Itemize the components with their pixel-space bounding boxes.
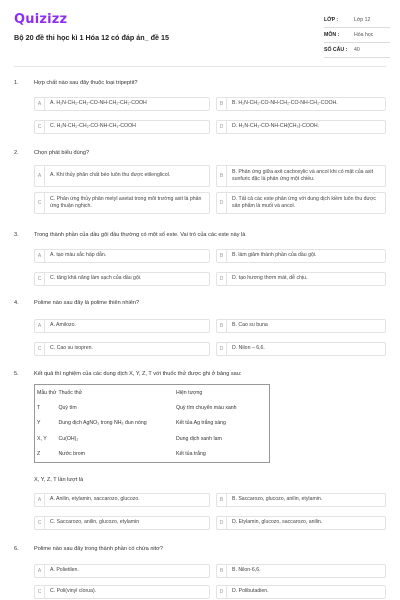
option-text: B. Saccarozo, glucozo, anilin, etylamin. bbox=[232, 496, 323, 503]
option-text: B. H₂N-CH₂-CO-NH-CH₂-CO-NH-CH₂-COOH. bbox=[232, 100, 338, 107]
meta-row-count bbox=[324, 43, 390, 58]
question-6 bbox=[14, 546, 386, 600]
option-letter: C bbox=[35, 586, 45, 598]
option-text: A. Polietilen. bbox=[50, 567, 79, 574]
option-b[interactable] bbox=[216, 319, 386, 333]
question-text: Polime nào sau đây là polime thiên nhiên? bbox=[34, 300, 140, 306]
option-letter: A bbox=[35, 320, 45, 332]
option-letter: B bbox=[217, 98, 227, 110]
meta-label: MÔN : bbox=[324, 32, 340, 38]
table-row bbox=[35, 431, 270, 447]
meta-info bbox=[324, 13, 390, 58]
quizizz-logo: Quizizz bbox=[14, 12, 68, 27]
option-text: D. H₂N-CH₂-CO-NH-CH(CH₃)-COOH. bbox=[232, 123, 320, 130]
option-text: C. Phản ứng thủy phân metyl axetat trong môi trường axit là phản ứng thuận nghịch. bbox=[50, 195, 202, 209]
question-text: Hợp chất nào sau đây thuộc loại tripeptit? bbox=[34, 80, 138, 86]
option-text: A. H₂N-CH₂-CH₂-CO-NH-CH₂-CH₂-COOH bbox=[50, 100, 147, 107]
option-text: A. Anilin, etylamin, saccarozo, glucozo. bbox=[50, 496, 140, 503]
option-letter: C bbox=[35, 343, 45, 355]
option-d[interactable] bbox=[216, 516, 386, 530]
table-header-cell: Hiện tượng bbox=[176, 389, 203, 396]
option-letter: C bbox=[35, 193, 45, 213]
option-a[interactable] bbox=[34, 249, 210, 263]
option-letter: D bbox=[217, 343, 227, 355]
question-1 bbox=[14, 80, 386, 136]
question-number: 5. bbox=[14, 371, 19, 377]
table-cell: Y bbox=[37, 420, 41, 427]
meta-value: Lớp 12 bbox=[354, 17, 371, 23]
header-divider bbox=[14, 66, 386, 67]
option-letter: A bbox=[35, 98, 45, 110]
option-text: C. tăng khả năng làm sạch của dầu gội. bbox=[50, 275, 142, 282]
option-letter: B bbox=[217, 565, 227, 577]
meta-row-subject bbox=[324, 28, 390, 43]
question-2 bbox=[14, 150, 386, 220]
option-letter: B bbox=[217, 494, 227, 506]
option-text: D. Nilon – 6,6. bbox=[232, 345, 265, 352]
question-text: Chọn phát biểu đúng? bbox=[34, 150, 90, 156]
option-letter: D bbox=[217, 121, 227, 133]
option-text: D. Polibutadien. bbox=[232, 588, 269, 595]
option-letter: A bbox=[35, 166, 45, 186]
option-letter: A bbox=[35, 250, 45, 262]
option-d[interactable] bbox=[216, 342, 386, 356]
option-text: A. Amilozo. bbox=[50, 322, 76, 329]
table-row bbox=[35, 416, 270, 432]
meta-label: SỐ CÂU : bbox=[324, 47, 348, 53]
option-letter: B bbox=[217, 250, 227, 262]
option-a[interactable] bbox=[34, 493, 210, 507]
option-text: B. làm giảm thành phần của dầu gội. bbox=[232, 252, 317, 259]
results-table bbox=[34, 384, 270, 463]
question-number: 6. bbox=[14, 546, 19, 552]
option-a[interactable] bbox=[34, 319, 210, 333]
meta-value: 40 bbox=[354, 47, 360, 53]
option-letter: C bbox=[35, 517, 45, 529]
table-cell: Kết tủa trắng bbox=[176, 451, 206, 457]
question-number: 1. bbox=[14, 80, 19, 86]
option-text: D. Etylamin, glucozo, saccarozo, anilin. bbox=[232, 519, 323, 526]
table-header-cell: Mẫu thử bbox=[37, 389, 57, 396]
table-cell: X, Y bbox=[37, 435, 47, 442]
question-5 bbox=[14, 371, 386, 536]
question-text: Trong thành phần của dầu gội đầu thường có một số este. Vai trò của các este này là bbox=[34, 232, 246, 238]
option-b[interactable] bbox=[216, 493, 386, 507]
option-text: D. tạo hương thơm mát, dễ chịu. bbox=[232, 275, 308, 282]
option-letter: A bbox=[35, 494, 45, 506]
table-cell: Dung dịch AgNO₃ trong NH₃ đun nóng bbox=[58, 420, 147, 427]
table-cell: Cu(OH)₂ bbox=[58, 435, 79, 442]
table-cell: Z bbox=[37, 451, 41, 457]
option-letter: C bbox=[35, 121, 45, 133]
option-text: A. tạo màu sắc hấp dẫn. bbox=[50, 252, 107, 259]
meta-row-class bbox=[324, 13, 390, 28]
table-cell: Dung dịch xanh lam bbox=[176, 435, 222, 442]
option-text: B. Nilon-6,6. bbox=[232, 567, 261, 574]
option-letter: D bbox=[217, 193, 227, 213]
table-cell: T bbox=[37, 404, 41, 411]
option-b[interactable] bbox=[216, 97, 386, 111]
question-number: 2. bbox=[14, 150, 19, 156]
page-header bbox=[0, 0, 400, 62]
table-cell: Kết tủa Ag trắng sáng bbox=[176, 420, 226, 427]
option-a[interactable] bbox=[34, 97, 210, 111]
option-c[interactable] bbox=[34, 272, 210, 286]
meta-value: Hóa học bbox=[354, 32, 374, 38]
option-letter: D bbox=[217, 517, 227, 529]
option-d[interactable] bbox=[216, 272, 386, 286]
table-row bbox=[35, 400, 270, 416]
option-d[interactable] bbox=[216, 192, 386, 214]
option-text: B. Phản ứng giữa axit cacboxylic và ancol khi có mặt của axit sunfuric đặc là phản ứng một chiều. bbox=[232, 168, 374, 182]
option-a[interactable] bbox=[34, 564, 210, 578]
option-letter: D bbox=[217, 273, 227, 285]
table-row bbox=[35, 447, 270, 463]
option-b[interactable] bbox=[216, 165, 386, 187]
option-letter: A bbox=[35, 565, 45, 577]
option-text: C. Poli(vinyl clorua). bbox=[50, 588, 97, 595]
question-subtext: X, Y, Z, T lần lượt là bbox=[34, 477, 84, 483]
option-text: B. Cao su buna bbox=[232, 322, 268, 329]
option-letter: B bbox=[217, 320, 227, 332]
option-a[interactable] bbox=[34, 165, 210, 187]
option-text: C. Cao su isopren. bbox=[50, 345, 93, 352]
option-text: C. Saccarozo, anilin, glucozo, etylamin bbox=[50, 519, 140, 526]
option-d[interactable] bbox=[216, 120, 386, 134]
table-header-cell: Thuốc thử bbox=[58, 389, 83, 396]
option-d[interactable] bbox=[216, 585, 386, 599]
table-header-row bbox=[35, 385, 270, 401]
table-cell: Nước brom bbox=[58, 451, 85, 457]
question-number: 3. bbox=[14, 232, 19, 238]
page-title: Bộ 20 đề thi học kì 1 Hóa 12 có đáp án_ đề 15 bbox=[14, 33, 169, 42]
question-text: Kết quả thí nghiệm của các dung dịch X, Y, Z, T với thuốc thử được ghi ở bảng sau: bbox=[34, 371, 242, 377]
option-text: D. Tất cả các este phản ứng với dung dịch kiềm luôn thu được sản phẩm là muối và ancol. bbox=[232, 195, 376, 209]
question-text: Polime nào sau đây trong thành phần có chứa nitơ? bbox=[34, 546, 164, 552]
table-cell: Quỳ tím chuyển màu xanh bbox=[176, 404, 237, 411]
option-text: A. Khi thủy phân chất béo luôn thu được etilenglicol. bbox=[50, 172, 171, 179]
option-letter: C bbox=[35, 273, 45, 285]
question-4 bbox=[14, 300, 386, 356]
meta-label: LỚP : bbox=[324, 17, 339, 23]
option-c[interactable] bbox=[34, 120, 210, 134]
option-letter: B bbox=[217, 166, 227, 186]
option-text: C. H₂N-CH₂-CH₂-CO-NH-CH₂-COOH bbox=[50, 123, 136, 130]
table-cell: Quỳ tím bbox=[58, 404, 77, 411]
question-3 bbox=[14, 232, 386, 288]
option-c[interactable] bbox=[34, 516, 210, 530]
option-c[interactable] bbox=[34, 342, 210, 356]
option-letter: D bbox=[217, 586, 227, 598]
option-c[interactable] bbox=[34, 585, 210, 599]
question-number: 4. bbox=[14, 300, 19, 306]
option-c[interactable] bbox=[34, 192, 210, 214]
option-b[interactable] bbox=[216, 249, 386, 263]
option-b[interactable] bbox=[216, 564, 386, 578]
